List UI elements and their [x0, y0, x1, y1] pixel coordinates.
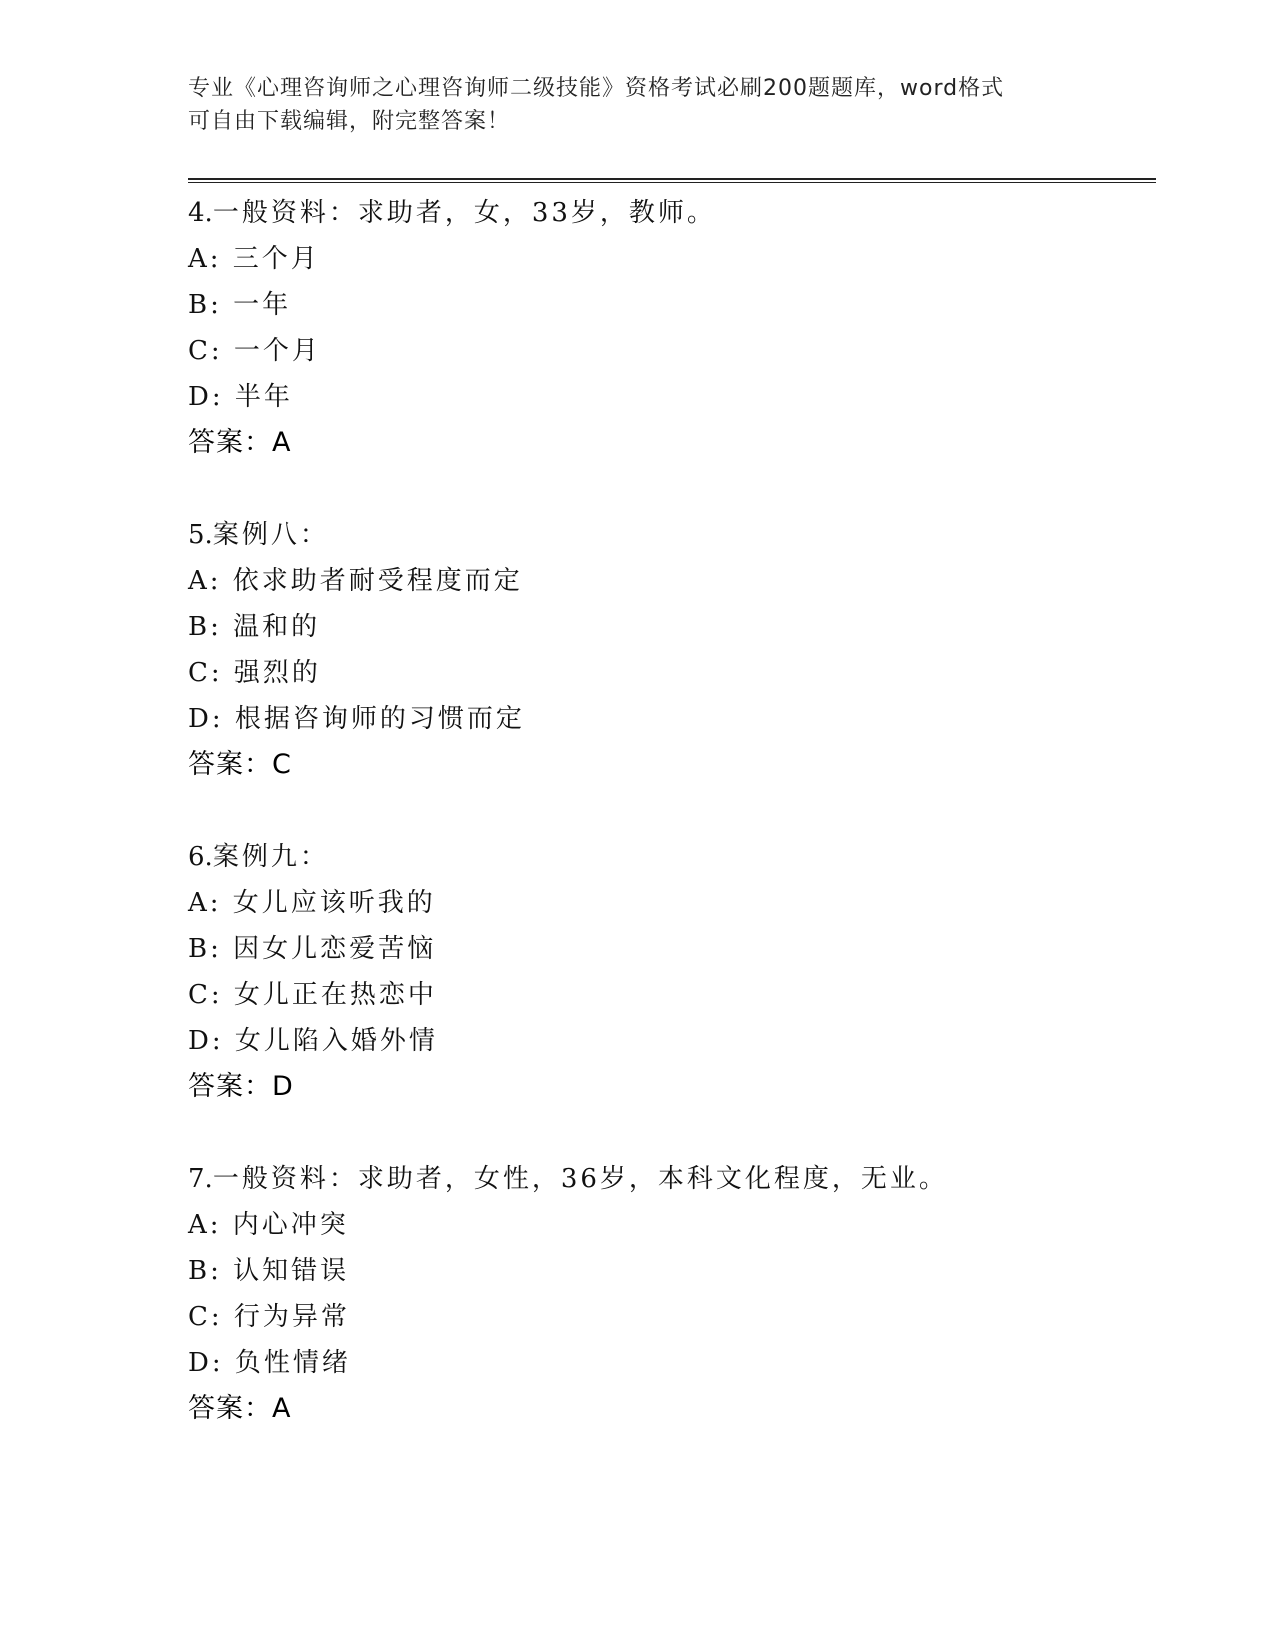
option-d: D: 根据咨询师的习惯而定: [188, 704, 525, 734]
option-b: B: 因女儿恋爱苦恼: [188, 934, 437, 964]
question-text: 案例九：: [212, 842, 329, 872]
header-line-1: 专业《心理咨询师之心理咨询师二级技能》资格考试必刷200题题库，word格式: [188, 76, 1005, 101]
option-c: C: 强烈的: [188, 658, 321, 688]
question-list: [188, 190, 1156, 1478]
answer-line: 答案：A: [188, 1393, 292, 1424]
answer-line: 答案：A: [188, 427, 292, 458]
header-line-2: 可自由下载编辑，附完整答案！: [188, 109, 511, 134]
question-stem: [188, 834, 1156, 880]
question-item: [188, 1156, 1156, 1432]
option-c: C: 女儿正在热恋中: [188, 980, 437, 1010]
option-a: A: 女儿应该听我的: [188, 888, 436, 918]
header-divider-thin: [188, 182, 1156, 183]
option-d: D: 负性情绪: [188, 1348, 351, 1378]
question-text: 一般资料：求助者，女性，36岁，本科文化程度，无业。: [212, 1164, 948, 1194]
option-a: A: 依求助者耐受程度而定: [188, 566, 523, 596]
question-text: 一般资料：求助者，女，33岁，教师。: [212, 198, 716, 228]
option-a: A: 内心冲突: [188, 1210, 349, 1240]
question-stem: [188, 1156, 1156, 1202]
question-stem: [188, 512, 1156, 558]
question-item: [188, 190, 1156, 466]
answer-line: 答案：C: [188, 749, 292, 780]
document-header: [188, 72, 1088, 138]
option-d: D: 女儿陷入婚外情: [188, 1026, 438, 1056]
option-c: C: 一个月: [188, 336, 321, 366]
question-item: [188, 834, 1156, 1110]
option-b: B: 认知错误: [188, 1256, 350, 1286]
question-item: [188, 512, 1156, 788]
answer-line: 答案：D: [188, 1071, 294, 1102]
option-d: D: 半年: [188, 382, 293, 412]
question-number: 5.: [188, 520, 213, 550]
option-b: B: 一年: [188, 290, 292, 320]
header-divider-thick: [188, 178, 1156, 180]
question-number: 4.: [188, 198, 213, 228]
question-number: 6.: [188, 842, 213, 872]
question-text: 案例八：: [212, 520, 329, 550]
option-a: A: 三个月: [188, 244, 320, 274]
question-stem: [188, 190, 1156, 236]
question-number: 7.: [188, 1164, 213, 1194]
option-b: B: 温和的: [188, 612, 321, 642]
option-c: C: 行为异常: [188, 1302, 350, 1332]
